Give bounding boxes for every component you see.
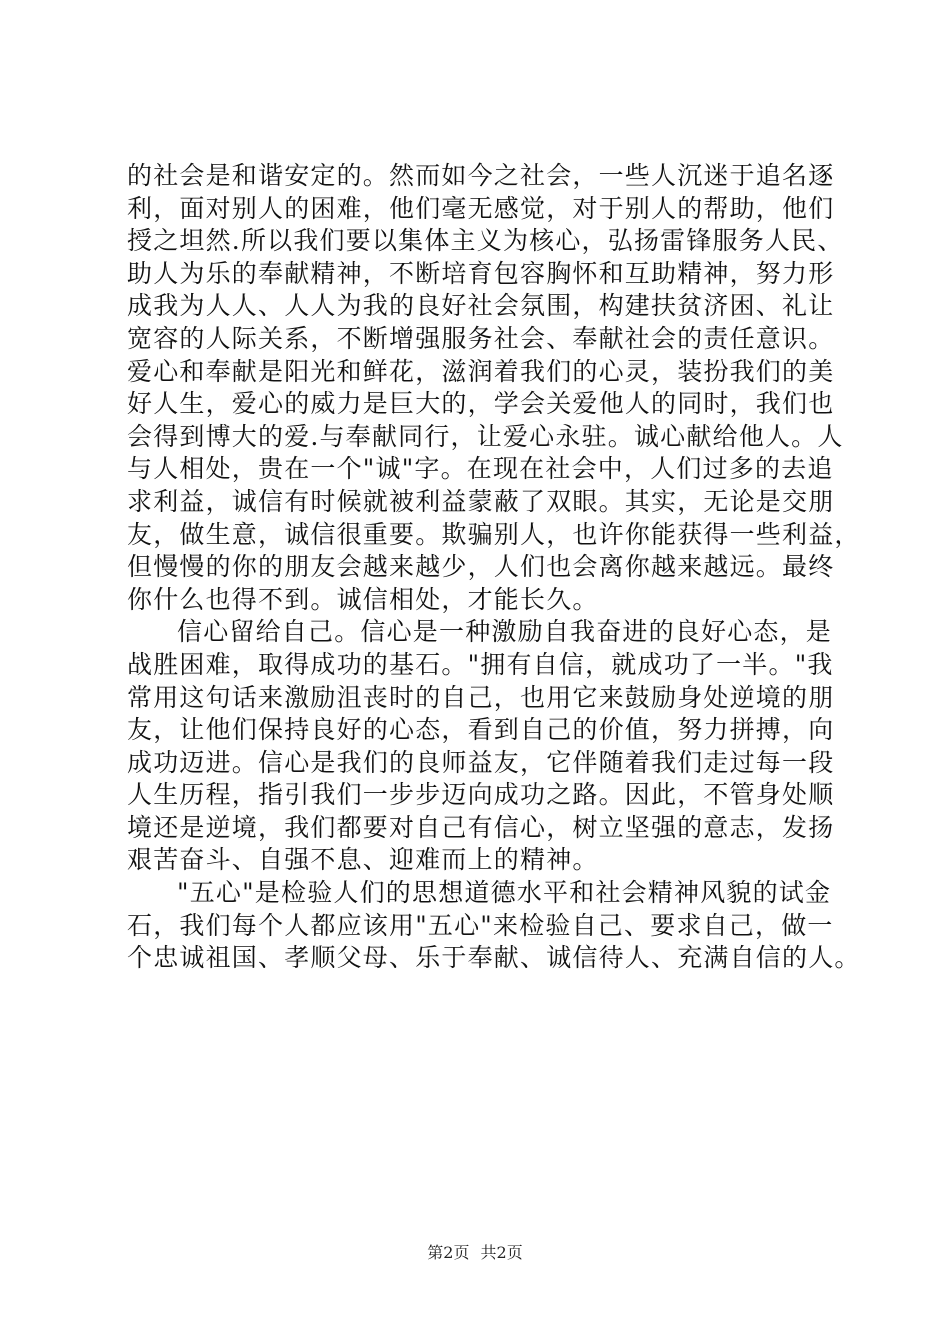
text-line: 成功迈进。信心是我们的良师益友，它伴随着我们走过每一段 — [127, 747, 835, 777]
text-line: 友，做生意，诚信很重要。欺骗别人，也许你能获得一些利益， — [127, 519, 861, 549]
text-line: 友，让他们保持良好的心态，看到自己的价值，努力拼搏，向 — [127, 715, 835, 745]
text-line: 个忠诚祖国、孝顺父母、乐于奉献、诚信待人、充满自信的人。 — [127, 943, 861, 973]
text-line: 与人相处，贵在一个"诚"字。在现在社会中，人们过多的去追 — [127, 454, 834, 484]
page-number: 第2页 — [427, 1243, 470, 1262]
text-line: 好人生，爱心的威力是巨大的，学会关爱他人的同时，我们也 — [127, 389, 835, 419]
text-line: 境还是逆境，我们都要对自己有信心，树立坚强的意志，发扬 — [127, 812, 835, 842]
text-line: 信心留给自己。信心是一种激励自我奋进的良好心态，是 — [177, 617, 833, 647]
text-line: 石，我们每个人都应该用"五心"来检验自己、要求自己，做一 — [127, 910, 834, 940]
text-line: 常用这句话来激励沮丧时的自己，也用它来鼓励身处逆境的朋 — [127, 682, 835, 712]
text-line: 战胜困难，取得成功的基石。"拥有自信，就成功了一半。"我 — [127, 649, 834, 679]
text-line: 求利益，诚信有时候就被利益蒙蔽了双眼。其实，无论是交朋 — [127, 486, 835, 516]
text-line: 助人为乐的奉献精神，不断培育包容胸怀和互助精神，努力形 — [127, 258, 835, 288]
text-line: "五心"是检验人们的思想道德水平和社会精神风貌的试金 — [177, 878, 832, 908]
text-line: 艰苦奋斗、自强不息、迎难而上的精神。 — [127, 845, 599, 875]
text-line: 授之坦然.所以我们要以集体主义为核心，弘扬雷锋服务人民、 — [127, 226, 844, 256]
text-line: 宽容的人际关系，不断增强服务社会、奉献社会的责任意识。 — [127, 323, 835, 353]
text-line: 爱心和奉献是阳光和鲜花，滋润着我们的心灵，装扮我们的美 — [127, 356, 835, 386]
text-line: 但慢慢的你的朋友会越来越少，人们也会离你越来越远。最终 — [127, 552, 835, 582]
page-total: 共2页 — [480, 1243, 523, 1262]
page-footer — [0, 1240, 950, 1263]
text-line: 利，面对别人的困难，他们毫无感觉，对于别人的帮助，他们 — [127, 193, 835, 223]
text-line: 成我为人人、人人为我的良好社会氛围，构建扶贫济困、礼让 — [127, 291, 835, 321]
text-line: 人生历程，指引我们一步步迈向成功之路。因此，不管身处顺 — [127, 780, 835, 810]
text-line: 你什么也得不到。诚信相处，才能长久。 — [127, 584, 599, 614]
text-line: 的社会是和谐安定的。然而如今之社会，一些人沉迷于追名逐 — [127, 161, 835, 190]
body-text — [127, 160, 861, 975]
text-line: 会得到博大的爱.与奉献同行，让爱心永驻。诚心献给他人。人 — [127, 421, 844, 451]
